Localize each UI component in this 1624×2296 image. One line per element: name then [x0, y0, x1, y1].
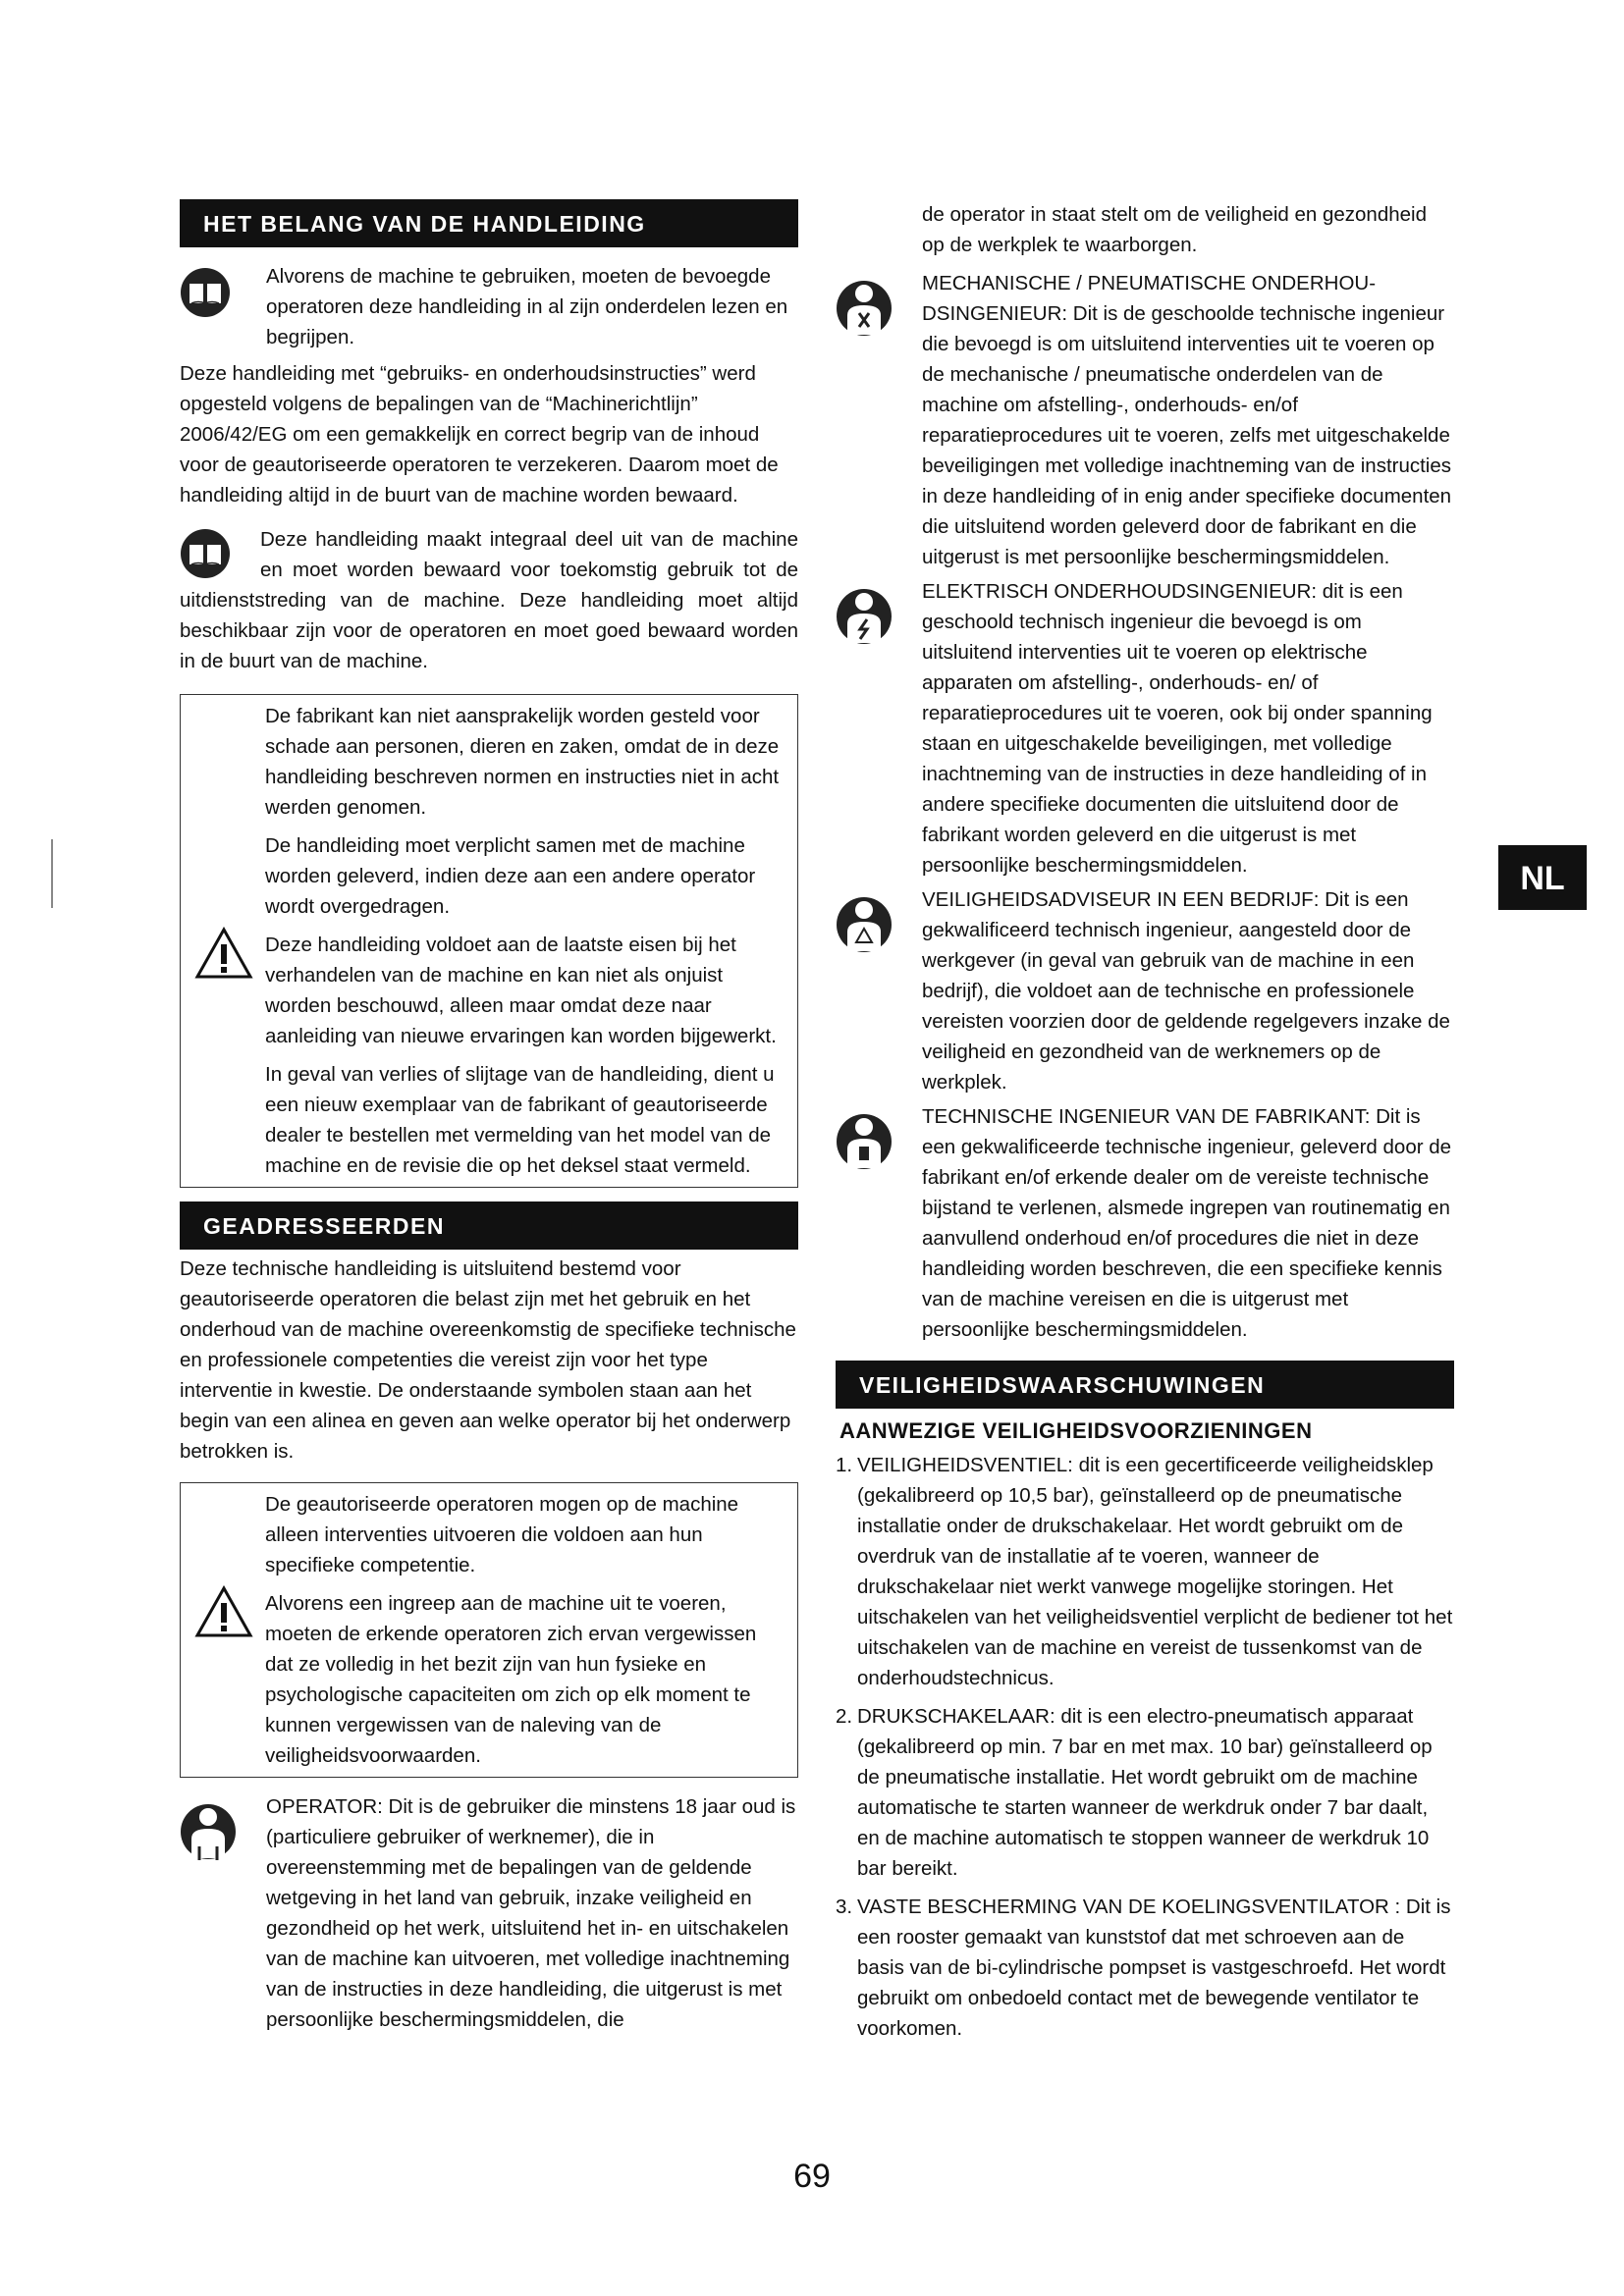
operator-paragraph: [180, 1791, 798, 2035]
paragraph-text: de operator in staat stelt om de veiligheid en gezondheid op de werkplek te waarborgen.: [922, 203, 1427, 256]
mechanical-engineer-icon: [836, 274, 893, 345]
manufacturer-engineer-paragraph: [836, 1101, 1454, 1345]
book-icon: [180, 528, 231, 579]
subheading: AANWEZIGE VEILIGHEIDSVOORZIENINGEN: [839, 1418, 1313, 1443]
paragraph-text: TECHNISCHE INGENIEUR VAN DE FABRIKANT: Dit is een gekwalificeerde technische ingenieur, geleverd door de fabrikant en/of erkende dealer om de vereiste technische bijstand te verlenen, alsmede ingrepen van routinematig en aanvullend onderhoud en/of procedures die niet in deze handleiding worden beschreven, die een specifieke kennis van de machine vereisen en die is uitgerust met persoonlijke beschermingsmiddelen.: [922, 1105, 1452, 1341]
warning-box-1: [180, 694, 798, 1188]
right-column: [836, 199, 1454, 2044]
language-tab: NL: [1498, 845, 1587, 910]
section-header-handleiding: HET BELANG VAN DE HANDLEIDING: [180, 199, 798, 247]
box-text: De geautoriseerde operatoren mogen op de machine alleen interventies uitvoeren die voldoen aan hun specifieke competentie.: [265, 1493, 739, 1576]
warning-triangle-icon: [194, 1585, 253, 1638]
electrical-engineer-icon: [836, 582, 893, 653]
item-text: VASTE BESCHERMING VAN DE KOELINGSVENTILATOR : Dit is een rooster gemaakt van kunststof dat met schroeven aan de basis van de bi-cylindrische pompset is vastgeschroefd. Het wordt gebruikt om onbedoeld contact met de bewegende ventilator te voorkomen.: [857, 1896, 1451, 2040]
item-number: 3.: [836, 1896, 853, 1918]
list-item: [836, 1450, 1454, 1693]
paragraph-text: Deze handleiding met “gebruiks- en onderhoudsinstructies” werd opgesteld volgens de bepalingen van de “Machinerichtlijn” 2006/42/EG om een gemakkelijk en correct begrip van de inhoud voor de geautoriseerde operatoren te verzekeren. Daarom moet de handleiding altijd in de buurt van de machine worden bewaard.: [180, 362, 779, 507]
box-text: De handleiding moet verplicht samen met de machine worden geleverd, indien deze aan een andere operator wordt overgedragen.: [265, 834, 756, 918]
book-icon: [180, 267, 231, 318]
manufacturer-engineer-icon: [836, 1107, 893, 1178]
manual-paragraph-1: [180, 261, 798, 352]
paragraph-text: OPERATOR: Dit is de gebruiker die minstens 18 jaar oud is (particuliere gebruiker of werknemer), die in overeenstemming met de bepalingen van de geldende wetgeving in het land van gebruik, inzake veiligheid en gezondheid op het werk, uitsluitend het in- en uitschakelen van de machine kan uitvoeren, met volledige inachtneming van de instructies in deze handleiding, die uitgerust is met persoonlijke beschermingsmiddelen, die: [266, 1795, 796, 2031]
warning-triangle-icon: [194, 927, 253, 980]
paragraph-text: ELEKTRISCH ONDERHOUDSINGENIEUR: dit is een geschoold technisch ingenieur die bevoegd is om uitsluitend interventies uit te voeren op elektrische apparaten om afstelling-, onderhouds- en/ of reparatieprocedures uit te voeren, ook bij onder spanning staan en uitgeschakelde beveiligingen, met volledige inachtneming van de instructies in deze handleiding of in andere specifieke documenten die uitsluitend door de fabrikant worden geleverd en die uitgerust is met persoonlijke beschermingsmiddelen.: [922, 580, 1433, 877]
item-number: 2.: [836, 1705, 853, 1728]
left-column: [180, 199, 798, 2035]
box-text: In geval van verlies of slijtage van de handleiding, dient u een nieuw exemplaar van de fabrikant of geautoriseerde dealer te bestellen met vermelding van het model van de machine en de revisie die op het deksel staat vermeld.: [265, 1063, 775, 1177]
warning-box-2: [180, 1482, 798, 1778]
box-text: De fabrikant kan niet aansprakelijk worden gesteld voor schade aan personen, dieren en zaken, omdat de in deze handleiding beschreven normen en instructies niet in acht werden genomen.: [265, 705, 780, 819]
continued-paragraph: [836, 199, 1454, 260]
mechanical-engineer-paragraph: [836, 268, 1454, 572]
margin-line: [51, 839, 53, 908]
safety-advisor-paragraph: [836, 884, 1454, 1097]
box-text: Deze handleiding voldoet aan de laatste eisen bij het verhandelen van de machine en kan niet als onjuist worden beschouwd, alleen maar omdat deze naar aanleiding van nieuwe ervaringen kan worden bijgewerkt.: [265, 934, 777, 1047]
item-text: VEILIGHEIDSVENTIEL: dit is een gecertificeerde veiligheidsklep (gekalibreerd op 10,5 bar), geïnstalleerd op de pneumatische installatie onder de drukschakelaar. Het wordt gebruikt om de overdruk van de installatie af te voeren, wanneer de drukschakelaar niet werkt vanwege mogelijke storingen. Het uitschakelen van het veiligheidsventiel verplicht de bediener tot het uitschakelen van de machine en vereist de tussenkomst van de onderhoudstechnicus.: [857, 1454, 1453, 1689]
paragraph-text: Alvorens de machine te gebruiken, moeten de bevoegde operatoren deze handleiding in al zijn onderdelen lezen en begrijpen.: [266, 265, 788, 348]
paragraph-text: Deze handleiding maakt integraal deel uit van de machine en moet worden bewaard voor toekomstig gebruik tot de uitdienststreding van de machine. Deze handleiding moet altijd beschikbaar zijn voor de operatoren en moet goed bewaard worden in de buurt van de machine.: [180, 528, 798, 672]
electrical-engineer-paragraph: [836, 576, 1454, 881]
paragraph-text: MECHANISCHE / PNEUMATISCHE ONDERHOU-DSINGENIEUR: Dit is de geschoolde technische ingenieur die bevoegd is om uitsluitend interventies uit te voeren op de mechanische / pneumatische onderdelen van de machine om afstelling-, onderhouds- en/of reparatieprocedures uit te voeren, zelfs met uitgeschakelde beveiligingen met volledige inachtneming van de instructies in deze handleiding of in enig ander specifieke documenten die uitsluitend worden geleverd door de fabrikant en die uitgerust is met persoonlijke beschermingsmiddelen.: [922, 272, 1452, 568]
item-text: DRUKSCHAKELAAR: dit is een electro-pneumatisch apparaat (gekalibreerd op min. 7 bar en met max. 10 bar) geïnstalleerd op de pneumatische installatie. Het wordt gebruikt om de machine automatische te starten wanneer de werkdruk onder 7 bar daalt, en de machine automatisch te stoppen wanneer de werkdruk 10 bar bereikt.: [857, 1705, 1433, 1880]
section-header-veiligheid: VEILIGHEIDSWAARSCHUWINGEN: [836, 1361, 1454, 1409]
manual-paragraph-2: [180, 524, 798, 676]
list-item: [836, 1701, 1454, 1884]
safety-advisor-icon: [836, 890, 893, 961]
operator-icon: [180, 1797, 237, 1868]
page-number: 69: [793, 2158, 831, 2195]
paragraph-text: Deze technische handleiding is uitsluitend bestemd voor geautoriseerde operatoren die belast zijn met het gebruik en het onderhoud van de machine overeenkomstig de specifieke technische en professionele competenties die vereist zijn voor het type interventie in kwestie. De onderstaande symbolen staan aan het begin van een alinea en geven aan welke operator bij het onderwerp betrokken is.: [180, 1257, 796, 1463]
item-number: 1.: [836, 1454, 853, 1476]
paragraph-text: VEILIGHEIDSADVISEUR IN EEN BEDRIJF: Dit is een gekwalificeerd technisch ingenieur, aangesteld door de werkgever (in geval van gebruik van de machine in een bedrijf), die voldoet aan de technische en professionele vereisten voorzien door de geldende regelgevers inzake de veiligheid en gezondheid van de werknemers op de werkplek.: [922, 888, 1450, 1094]
section-header-geadresseerden: GEADRESSEERDEN: [180, 1201, 798, 1250]
box-text: Alvorens een ingreep aan de machine uit te voeren, moeten de erkende operatoren zich ervan vergewissen dat ze volledig in het bezit zijn van hun fysieke en psychologische capaciteiten om zich op elk moment te kunnen vergewissen van de naleving van de veiligheidsvoorwaarden.: [265, 1592, 757, 1767]
list-item: [836, 1892, 1454, 2044]
